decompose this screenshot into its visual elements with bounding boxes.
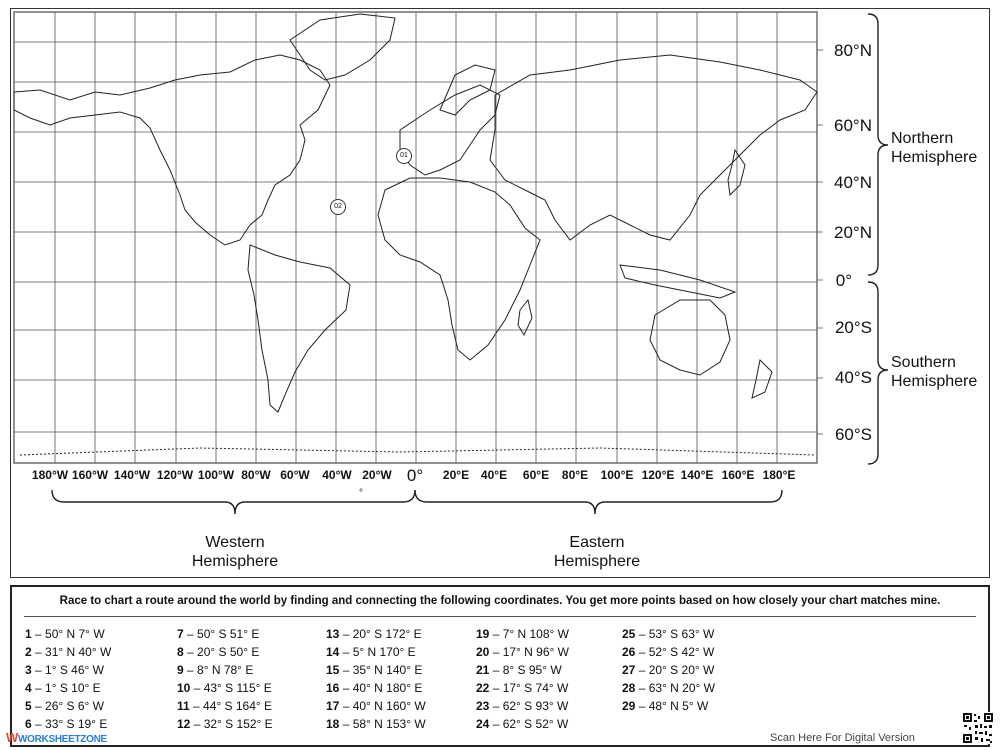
coordinate-item [476,645,569,659]
coordinate-item [476,717,568,731]
coordinate-item [622,681,715,695]
lat-label: 60°S [834,425,872,444]
coordinate-item [177,681,272,695]
coordinate-value: – 58° N 153° W [339,717,426,731]
coordinate-number: 9 [177,663,184,677]
eastern-hemisphere-line: Hemisphere [553,553,641,570]
logo-text: WORKSHEETZONE [17,734,107,745]
coordinate-item [177,645,259,659]
coordinate-value: – 43° S 115° E [190,681,272,695]
greenland-outline [290,14,395,80]
map-marker[interactable]: 02 [330,199,346,215]
eastern-bracket [415,490,782,514]
coordinate-item [622,645,714,659]
coordinate-number: 6 [25,717,32,731]
coordinate-value: – 32° S 152° E [190,717,273,731]
worksheetzone-logo [6,730,107,745]
new-zealand-outline [752,360,772,398]
coordinate-value: – 1° S 46° W [31,663,104,677]
coordinate-number: 10 [177,681,191,695]
coordinate-value: – 40° N 180° E [339,681,423,695]
coordinate-value: – 40° N 160° W [339,699,426,713]
coordinate-value: – 20° S 172° E [339,627,422,641]
southern-hemisphere-label [891,353,977,391]
coordinate-item [622,627,714,641]
coordinate-value: – 17° S 74° W [489,681,569,695]
coordinate-number: 8 [177,645,184,659]
lon-label: 140°W [113,468,151,482]
coordinate-number: 25 [622,627,636,641]
coordinate-item [476,663,562,677]
lon-label: 180°E [762,468,796,482]
southern-hemisphere-line: Southern [891,354,956,371]
coordinate-number: 5 [25,699,32,713]
coordinate-item [25,663,104,677]
scan-text: Scan Here For Digital Version [770,732,915,744]
coordinate-number: 18 [326,717,340,731]
coordinate-item [25,627,105,641]
lon-label: 40°E [480,468,508,482]
lon-label: 180°W [31,468,69,482]
coordinate-value: – 8° S 95° W [489,663,562,677]
coordinate-value: – 62° S 93° W [489,699,569,713]
north-america-outline [14,55,330,245]
coordinate-value: – 17° N 96° W [489,645,569,659]
coordinate-item [177,717,273,731]
lon-label: 160°E [721,468,755,482]
coordinate-number: 19 [476,627,490,641]
coordinate-item [326,645,416,659]
coordinate-number: 16 [326,681,340,695]
coordinate-value: – 5° N 170° E [339,645,416,659]
coordinate-number: 11 [177,699,190,713]
degree-mark: ° [359,488,363,499]
coordinate-item [476,699,568,713]
coordinate-value: – 48° N 5° W [635,699,709,713]
coordinate-number: 23 [476,699,490,713]
japan-outline [728,150,745,195]
south-america-outline [248,245,350,412]
coordinate-value: – 7° N 108° W [489,627,569,641]
lat-label: 40°N [834,173,872,192]
lon-label: 80°E [561,468,589,482]
divider [24,616,976,617]
lon-label: 60°W [280,468,310,482]
lat-label: 40°S [834,368,872,387]
lon-label: 140°E [680,468,714,482]
lat-label: 20°N [834,223,872,242]
indonesia-outline [620,265,735,298]
qr-code-icon[interactable] [962,712,994,744]
coordinate-item [177,627,259,641]
lat-label: 0° [835,271,852,290]
coordinate-number: 17 [326,699,340,713]
eastern-hemisphere-line: Eastern [569,534,625,551]
coordinate-number: 22 [476,681,490,695]
coordinate-number: 20 [476,645,490,659]
coordinate-item [326,681,422,695]
coordinate-value: – 31° N 40° W [31,645,112,659]
coordinate-item [326,627,422,641]
coordinate-value: – 63° N 20° W [635,681,715,695]
southern-hemisphere-line: Hemisphere [891,373,978,390]
western-hemisphere-line: Western [205,534,265,551]
coordinate-number: 27 [622,663,636,677]
lon-label: 20°E [442,468,470,482]
coordinate-item [177,663,253,677]
lon-label: 60°E [522,468,550,482]
coordinate-item [25,681,101,695]
northern-hemisphere-line: Northern [891,130,954,147]
coordinate-value: – 44° S 164° E [189,699,273,713]
coordinate-number: 15 [326,663,340,677]
western-hemisphere-line: Hemisphere [191,553,279,570]
africa-outline [378,178,540,360]
lon-label: 120°E [641,468,675,482]
coordinate-value: – 52° S 42° W [635,645,715,659]
coordinate-item [476,627,569,641]
lon-label: 80°W [241,468,271,482]
coordinate-number: 1 [25,627,32,641]
coordinate-item [622,699,708,713]
asia-outline [490,55,817,240]
coordinate-value: – 8° N 78° E [183,663,254,677]
coordinate-value: – 53° S 63° W [635,627,715,641]
coordinate-item [476,681,568,695]
lat-label: 60°N [834,116,872,135]
coordinate-number: 26 [622,645,636,659]
lon-label: 100°E [600,468,634,482]
coordinate-number: 4 [25,681,32,695]
lon-label: 100°W [197,468,235,482]
map-marker[interactable]: 01 [396,148,412,164]
coordinate-item [177,699,272,713]
coordinate-value: – 62° S 52° W [489,717,569,731]
coordinate-number: 13 [326,627,340,641]
coordinate-number: 21 [476,663,490,677]
coordinate-value: – 50° N 7° W [31,627,105,641]
europe-outline [400,85,500,175]
coordinate-value: – 50° S 51° E [183,627,260,641]
coordinate-value: – 26° S 6° W [31,699,104,713]
lon-label: 160°W [71,468,109,482]
coordinate-value: – 35° N 140° E [339,663,423,677]
lon-label: 120°W [156,468,194,482]
coordinate-item [25,645,111,659]
western-hemisphere-label [185,533,285,571]
lat-label: 20°S [834,318,872,337]
coordinate-value: – 20° S 50° E [183,645,260,659]
eastern-hemisphere-label [547,533,647,571]
northern-hemisphere-line: Hemisphere [891,149,978,166]
coordinate-number: 29 [622,699,636,713]
continent-outlines [14,14,817,455]
instructions-text: Race to chart a route around the world by finding and connecting the following coordinates. You get more points based on how closely your chart matches mine. [59,595,941,607]
coordinate-item [25,699,104,713]
coordinate-value: – 1° S 10° E [31,681,101,695]
coordinate-number: 3 [25,663,32,677]
coordinate-number: 2 [25,645,32,659]
northern-hemisphere-label [891,129,977,167]
coordinate-value: – 33° S 19° E [31,717,108,731]
lon-label: 20°W [362,468,392,482]
coordinate-number: 24 [476,717,490,731]
coordinate-value: – 20° S 20° W [635,663,715,677]
lon-label: 40°W [322,468,352,482]
coordinate-number: 12 [177,717,191,731]
logo-w-icon: W [6,730,18,745]
antarctica-outline [20,448,815,455]
lon-label-zero: 0° [406,466,424,485]
coordinate-item [326,663,422,677]
coordinate-item [326,717,426,731]
coordinate-number: 14 [326,645,340,659]
coordinate-number: 7 [177,627,184,641]
coordinate-item [622,663,714,677]
coordinate-item [25,717,107,731]
lat-label: 80°N [834,41,872,60]
coordinate-number: 28 [622,681,636,695]
coordinate-item [326,699,426,713]
australia-outline [650,300,730,375]
